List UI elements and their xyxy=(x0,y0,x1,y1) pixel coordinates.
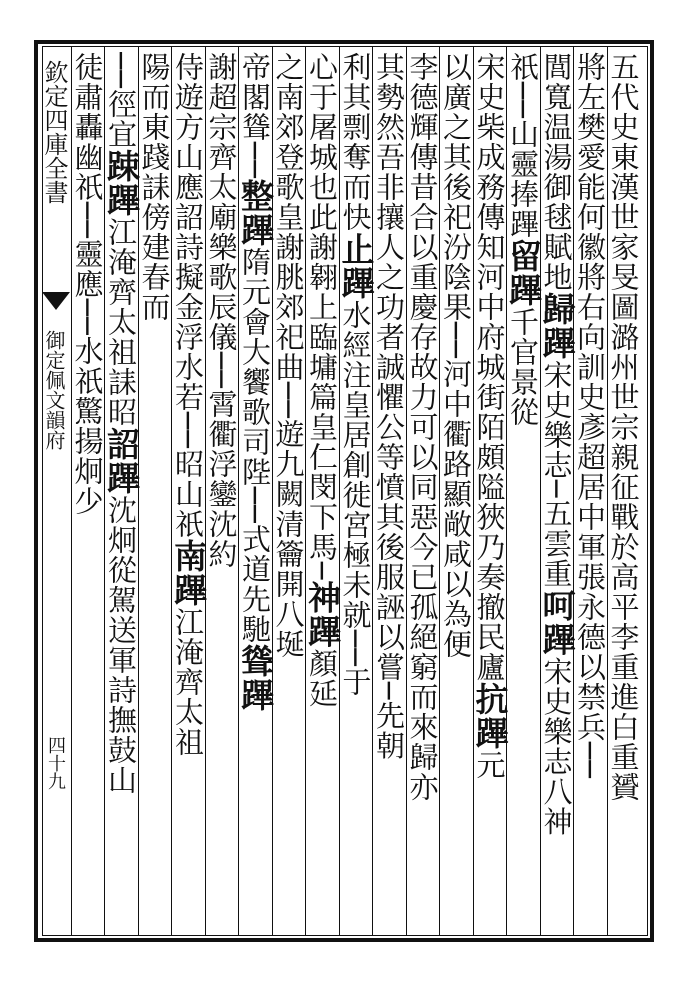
column-text: 將左樊愛能何徽將右向訓史彥超居中軍張永德以禁兵── xyxy=(573,52,607,779)
headword: 抗蹕 xyxy=(470,682,510,750)
column-text: 千官景從 xyxy=(506,306,540,427)
column-text: 以廣之其後祀汾陰果──河中衢路顯敞咸以為便 xyxy=(439,52,473,659)
column-text: 李德輝傳昔合以重慶存故力可以同惡今已孤絕窮而來歸亦 xyxy=(405,52,440,802)
column-text: 陽而東踐 xyxy=(137,52,172,172)
volume-title: 御定佩文韻府 xyxy=(42,330,66,450)
column-text: 宋史樂志八神 xyxy=(539,656,574,837)
column-text: 閭寬温湯御毬賦地 xyxy=(539,52,574,292)
column-text: ──徑宜 xyxy=(104,52,138,149)
headword: 留蹕 xyxy=(504,238,543,307)
fish-tail-mark xyxy=(42,292,70,310)
column-text: 謝超宗齊太廟樂歌辰儀──霄衢浮鑾沈約 xyxy=(204,52,239,569)
headword: 聳蹕 xyxy=(236,643,275,712)
column-text: 宋史柴成務傳知河中府城街陌頗隘狹乃奏撤民廬 xyxy=(472,52,507,682)
headword: 踈蹕 xyxy=(102,148,141,217)
column-text: 隋元會大饗歌司陛──式道先馳 xyxy=(238,246,272,644)
column-text: 心于屠城也 xyxy=(305,52,339,202)
headword: 南蹕 xyxy=(169,538,208,607)
column-text: 沈炯從駕送軍詩撫鼓山 xyxy=(104,494,138,795)
column-text: 靈應──水祇驚揚炯少 xyxy=(70,238,105,516)
headword: 呵蹕 xyxy=(537,588,577,657)
headword: 歸蹕 xyxy=(537,292,577,360)
column-text: 祇──山靈捧蹕 xyxy=(506,52,540,239)
column-text: 此謝翱上臨墉篇皇仁閔下馬─ xyxy=(305,202,339,581)
column-text: 帝閣聳── xyxy=(238,52,272,179)
column-text: 其勢然吾非攘人之功者誠懼公等憤其後服誣以嘗─先朝 xyxy=(372,52,406,761)
column-text: 顏延 xyxy=(305,648,339,709)
page-number: 四十九 xyxy=(45,736,66,790)
headword: 整蹕 xyxy=(236,178,275,247)
column-text: 五代史東漢世家旻圖潞州世宗親征戰於高平李重進白重贇 xyxy=(606,52,641,802)
column-text: 利其剽奪而快 xyxy=(338,52,373,232)
headword: 詔蹕 xyxy=(102,426,141,495)
column-text: 江淹齊太祖 xyxy=(171,606,205,757)
column-text: 謝朓郊祀曲──遊九闕清籥開八埏 xyxy=(271,232,306,659)
headword: 神蹕 xyxy=(303,580,342,649)
column-text: 徒肅轟幽祇── xyxy=(70,52,105,239)
column-text: 元 xyxy=(472,750,507,780)
column-text: 誄傍建春而 xyxy=(137,172,172,322)
column-text: 江淹齊太祖誄昭 xyxy=(104,216,138,427)
column-text: 水經注皇居創徙宮極未就──于 xyxy=(338,300,373,697)
text-column xyxy=(68,52,108,932)
book-title: 欽定四庫全書 xyxy=(40,60,68,204)
column-text: 之南郊登歌皇 xyxy=(271,52,306,232)
headword: 止蹕 xyxy=(336,232,376,300)
column-text: 侍遊方山應詔詩擬金浮水若──昭山祇 xyxy=(171,52,205,539)
column-text: 宋史樂志─五雲重 xyxy=(539,360,574,589)
